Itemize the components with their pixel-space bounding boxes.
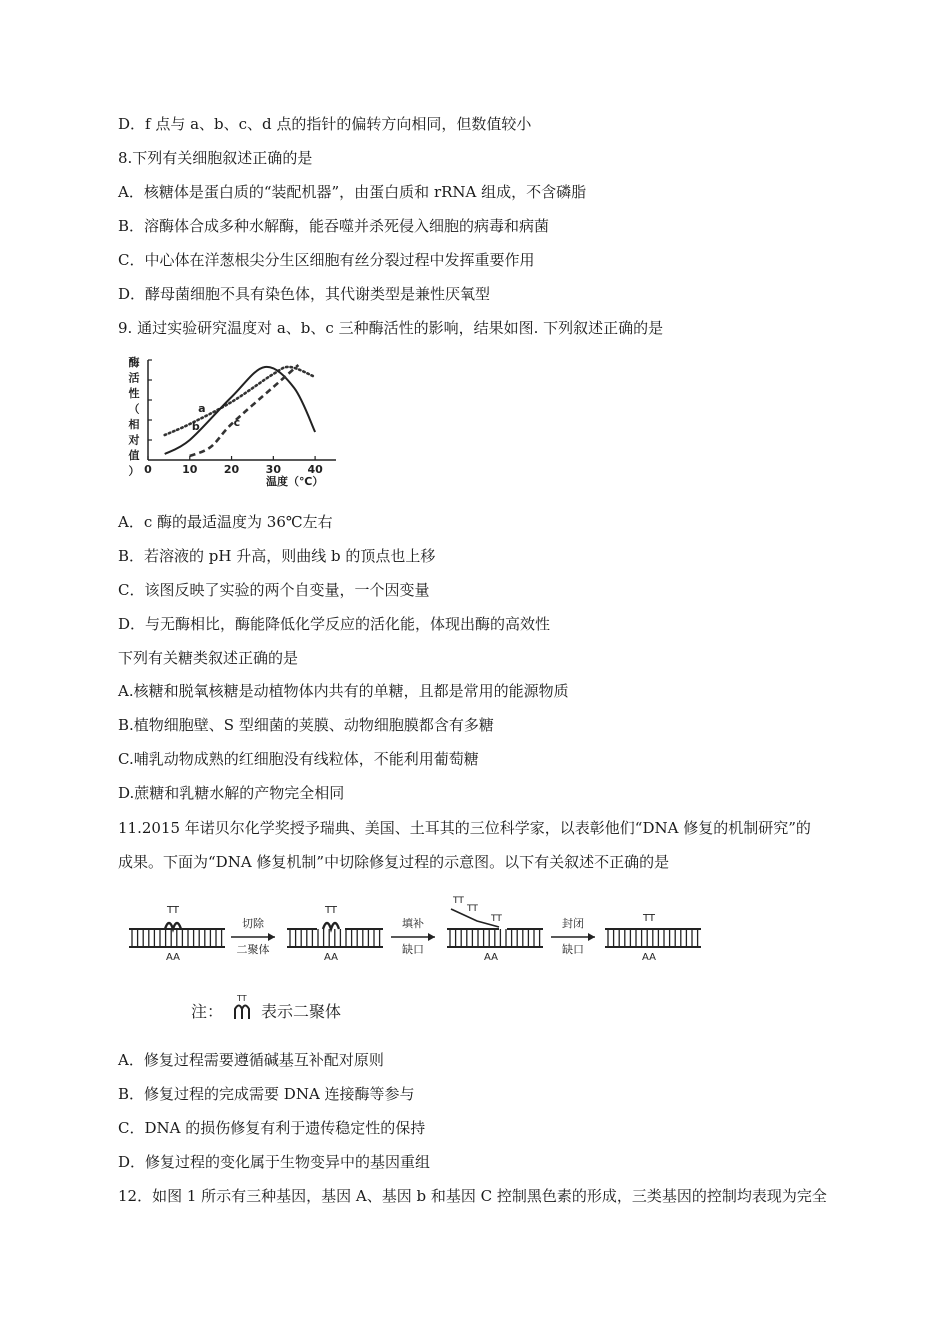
text-line: D．修复过程的变化属于生物变异中的基因重组 <box>118 1153 431 1171</box>
dimer-icon <box>323 923 339 929</box>
dna-repair-diagram <box>125 895 715 1030</box>
strand-bottom-label: AA <box>484 952 498 963</box>
text-line: A.核糖和脱氧核糖是动植物体内共有的单糖，且都是常用的能源物质 <box>118 682 569 700</box>
fragment-label: TT <box>467 904 478 914</box>
dimer-label: TT <box>166 905 180 916</box>
series-a-label: a <box>198 402 206 415</box>
text-line: 12．如图 1 所示有三种基因，基因 A、基因 b 和基因 C 控制黑色素的形成，三类基因的控制均表现为完全 <box>118 1187 827 1205</box>
text-line: 8.下列有关细胞叙述正确的是 <box>118 149 313 167</box>
step-arrow-2 <box>391 916 435 956</box>
x-tick-label: 40 <box>307 463 323 476</box>
arrow-head-icon <box>588 933 595 941</box>
text-line: C．DNA 的损伤修复有利于遗传稳定性的保持 <box>118 1119 426 1137</box>
text-line: D.蔗糖和乳糖水解的产物完全相同 <box>118 784 345 802</box>
text-line: A．c 酶的最适温度为 36℃左右 <box>118 513 333 531</box>
text-line: B．溶酶体合成多种水解酶，能吞噬并杀死侵入细胞的病毒和病菌 <box>118 217 550 235</box>
dna-strand-stage-1 <box>129 905 225 963</box>
note-text: 表示二聚体 <box>261 1002 342 1021</box>
text-line: 成果。下面为“DNA 修复机制”中切除修复过程的示意图。以下有关叙述不正确的是 <box>118 853 670 871</box>
x-tick-label: 20 <box>223 463 240 476</box>
y-label-char: 对 <box>128 433 140 447</box>
text-line: C．该图反映了实验的两个自变量，一个因变量 <box>118 581 430 599</box>
text-line: D．与无酶相比，酶能降低化学反应的活化能，体现出酶的高效性 <box>118 615 551 633</box>
text-line: A．核糖体是蛋白质的“装配机器”，由蛋白质和 rRNA 组成，不含磷脂 <box>118 183 587 201</box>
enzyme-activity-chart <box>118 352 348 490</box>
strand-bottom-label: AA <box>642 952 656 963</box>
y-label-char: （ <box>128 402 140 416</box>
chart-series <box>165 365 315 456</box>
series-b-curve <box>165 367 315 454</box>
series-b-label: b <box>191 420 200 433</box>
x-tick-label: 10 <box>182 463 198 476</box>
note-dimer-label: TT <box>237 994 247 1003</box>
step-label-bottom: 缺口 <box>562 943 584 956</box>
x-tick-label: 0 <box>144 463 152 476</box>
y-label-char: 酶 <box>128 356 140 369</box>
dimer-label: TT <box>324 905 338 916</box>
text-line: B．修复过程的完成需要 DNA 连接酶等参与 <box>118 1085 415 1103</box>
text-line: D．酵母菌细胞不具有染色体，其代谢类型是兼性厌氧型 <box>118 285 491 303</box>
chart-x-axis-label: 温度（℃） <box>266 475 324 488</box>
arrow-head-icon <box>268 933 275 941</box>
fragment-label: TT <box>491 914 502 924</box>
note-row <box>191 994 341 1021</box>
y-label-char: 性 <box>128 387 140 400</box>
arrow-head-icon <box>428 933 435 941</box>
strand-bottom-label: AA <box>166 952 180 963</box>
step-arrow-3 <box>551 916 595 956</box>
repaired-label: TT <box>642 913 656 924</box>
text-line: A．修复过程需要遵循碱基互补配对原则 <box>118 1051 384 1069</box>
step-label-bottom: 缺口 <box>402 943 424 956</box>
chart-axes <box>148 360 336 460</box>
text-line: B.植物细胞壁、S 型细菌的荚膜、动物细胞膜都含有多糖 <box>118 716 494 734</box>
step-label-bottom: 二聚体 <box>236 943 270 956</box>
step-label-top: 封闭 <box>562 917 584 930</box>
step-label-top: 切除 <box>242 917 264 930</box>
dna-strand-stage-3 <box>447 896 543 963</box>
note-prefix: 注： <box>191 1002 224 1021</box>
fragment-label: TT <box>453 896 464 906</box>
x-tick-label: 30 <box>265 463 281 476</box>
text-line: 下列有关糖类叙述正确的是 <box>118 649 299 667</box>
dimer-icon <box>235 1006 249 1020</box>
y-label-char: 值 <box>128 449 140 462</box>
text-line: B．若溶液的 pH 升高，则曲线 b 的顶点也上移 <box>118 547 436 565</box>
step-label-top: 填补 <box>402 917 424 930</box>
text-line: C.哺乳动物成熟的红细胞没有线粒体，不能利用葡萄糖 <box>118 750 479 768</box>
text-line: 11.2015 年诺贝尔化学奖授予瑞典、美国、土耳其的三位科学家，以表彰他们“DNA 修复的机制研究”的 <box>118 819 811 837</box>
series-c-curve <box>190 365 299 456</box>
text-line: 9. 通过实验研究温度对 a、b、c 三种酶活性的影响，结果如图. 下列叙述正确的是 <box>118 319 664 337</box>
y-label-char: 相 <box>128 418 140 431</box>
dna-strand-stage-4 <box>605 913 701 963</box>
strand-bottom-label: AA <box>324 952 338 963</box>
y-label-char: 活 <box>128 371 140 385</box>
step-arrow-1 <box>231 916 275 956</box>
text-line: D．f 点与 a、b、c、d 点的指针的偏转方向相同，但数值较小 <box>118 115 532 133</box>
text-line: C．中心体在洋葱根尖分生区细胞有丝分裂过程中发挥重要作用 <box>118 251 535 269</box>
chart-y-axis-label <box>128 355 140 478</box>
series-c-label: c <box>233 416 241 429</box>
y-label-char: ） <box>128 464 140 478</box>
dna-strand-stage-2 <box>287 905 383 963</box>
